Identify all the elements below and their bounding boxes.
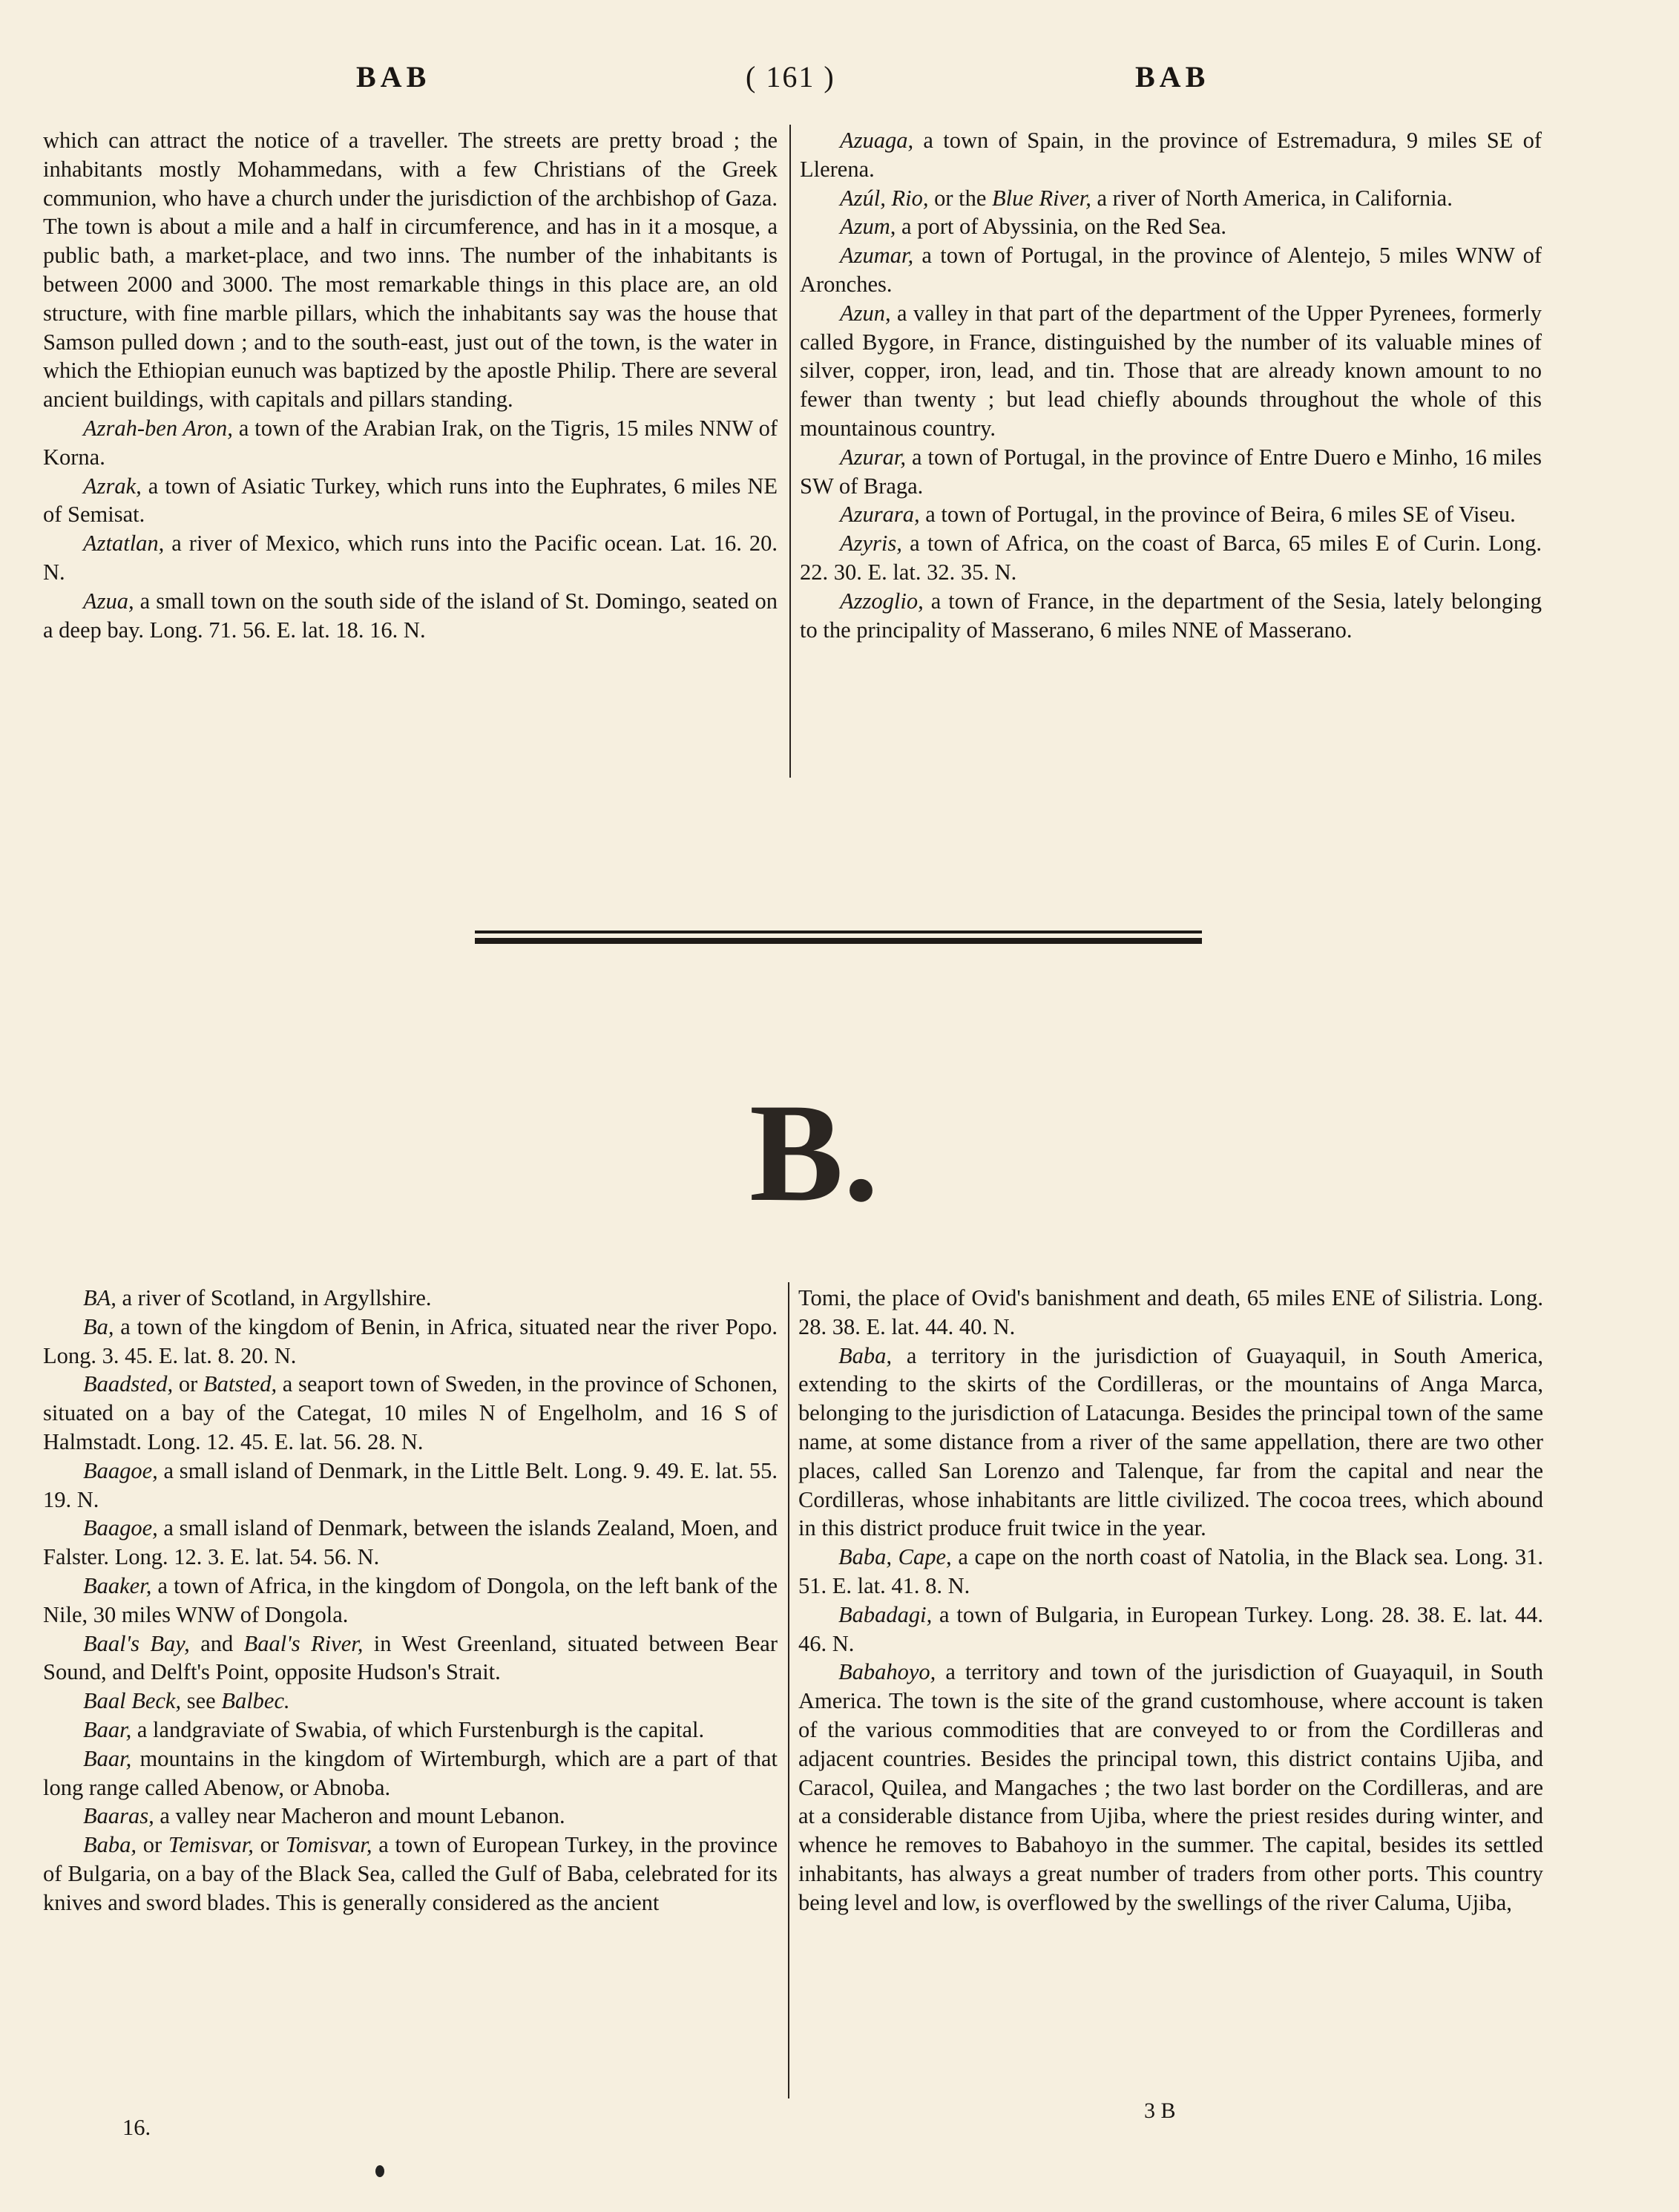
entry-text: a landgraviate of Swabia, of which Furstenburgh is the capital. bbox=[131, 1716, 705, 1742]
entry-text: or bbox=[173, 1371, 203, 1397]
running-head-right: BAB bbox=[1135, 60, 1210, 93]
entry-text: a river of Scotland, in Argyllshire. bbox=[116, 1285, 432, 1310]
entry-headword: Balbec. bbox=[221, 1688, 290, 1714]
entry-paragraph bbox=[43, 1572, 778, 1630]
entry-text: a port of Abyssinia, on the Red Sea. bbox=[896, 214, 1226, 240]
entry-text: or bbox=[253, 1832, 286, 1858]
section-letter: B. bbox=[749, 1075, 879, 1231]
entry-text: a valley near Macheron and mount Lebanon. bbox=[154, 1803, 565, 1829]
entry-headword: Blue River, bbox=[992, 185, 1091, 211]
signature-mark: 3 B bbox=[1144, 2098, 1176, 2123]
entry-headword: Baal's River, bbox=[243, 1630, 364, 1656]
entry-text: a valley in that part of the department of the Upper Pyrenees, formerly called Bygore, in France, distinguished by the number of its valuable mines of silver, copper, iron, lead, and tin. Those that are already known amount to no fewer than twenty ; but lead chiefly abounds throughout the whole of this mountainous country. bbox=[800, 300, 1542, 441]
entry-paragraph bbox=[43, 1802, 778, 1831]
entry-text: a town of Portugal, in the province of Beira, 6 miles SE of Viseu. bbox=[919, 502, 1516, 528]
entry-headword: Baagoe, bbox=[83, 1515, 158, 1541]
entry-headword: Azun, bbox=[840, 300, 891, 326]
entry-paragraph bbox=[43, 1457, 778, 1514]
entry-text: a territory and town of the jurisdiction of Guayaquil, in South America. The town is the site of the grand customhouse, where account is taken of the various commodities that are conveyed to or from the Cordilleras and adjacent countries. Besides the principal town, this district contains Ujiba, and Caracol, Quilea, and Mangaches ; the two last border on the Cordilleras, and are at a considerable distance from Ujiba, where the priest resides during winter, and whence he removes to Babahoyo in the summer. The capital, besides its settled inhabitants, has always a great number of traders from other ports. This country being level and low, is overflowed by the swellings of the river Caluma, Ujiba, bbox=[798, 1659, 1543, 1915]
entry-text: a town of the Arabian Irak, on the Tigris, 15 miles NNW of Korna. bbox=[43, 415, 778, 470]
entry-paragraph bbox=[800, 212, 1542, 241]
entry-paragraph bbox=[798, 1342, 1543, 1543]
entry-paragraph bbox=[798, 1543, 1543, 1601]
entry-text: a town of Portugal, in the province of Alentejo, 5 miles WNW of Aronches. bbox=[800, 243, 1542, 297]
entry-headword: Azyris, bbox=[840, 531, 902, 557]
entry-text: a town of the kingdom of Benin, in Africa, situated near the river Popo. Long. 3. 45. E. lat. 8. 20. N. bbox=[43, 1313, 778, 1368]
entry-paragraph bbox=[800, 529, 1542, 587]
entry-text: or the bbox=[928, 185, 993, 211]
entry-headword: Baar, bbox=[83, 1745, 132, 1771]
entry-headword: Azum, bbox=[840, 214, 896, 240]
entry-paragraph bbox=[43, 1514, 778, 1572]
entry-paragraph bbox=[43, 587, 778, 645]
entry-text: a town of Asiatic Turkey, which runs into the Euphrates, 6 miles NE of Semisat. bbox=[43, 473, 778, 528]
entry-headword: Baaras, bbox=[83, 1803, 154, 1829]
entry-text: or bbox=[137, 1832, 168, 1858]
entry-paragraph bbox=[43, 1687, 778, 1716]
entry-headword: Azúl, Rio, bbox=[840, 185, 929, 211]
section-rule-thin bbox=[475, 931, 1202, 933]
entry-text: a town of European Turkey, in the province of Bulgaria, on a bay of the Black Sea, called the Gulf of Baba, celebrated for its knives and sword blades. This is generally considered as the ancient bbox=[43, 1832, 778, 1915]
entry-paragraph bbox=[43, 126, 778, 414]
entry-headword: Azrah-ben Aron, bbox=[83, 415, 233, 441]
entry-text: a town of Africa, in the kingdom of Dongola, on the left bank of the Nile, 30 miles WNW of Dongola. bbox=[43, 1572, 778, 1627]
entry-headword: Ba, bbox=[83, 1313, 114, 1339]
ink-spot bbox=[375, 2165, 384, 2177]
entry-headword: Babahoyo, bbox=[838, 1659, 936, 1685]
entry-paragraph bbox=[43, 1370, 778, 1456]
entry-paragraph bbox=[798, 1601, 1543, 1658]
entry-paragraph bbox=[43, 472, 778, 530]
entry-text: a territory in the jurisdiction of Guayaquil, in South America, extending to the skirts of the Cordilleras, or the mountains of Anga Marca, belonging to the jurisdiction of Latacunga. Besides the principal town of the same name, at some distance from a river of the same appellation, there are two other places, called San Lorenzo and Talenque, far from the capital and near the Cordilleras, whose inhabitants are little civilized. The cocoa trees, which abound in this district produce fruit twice in the year. bbox=[798, 1342, 1543, 1541]
entry-headword: Babadagi, bbox=[838, 1601, 933, 1627]
entry-paragraph bbox=[43, 529, 778, 587]
entry-headword: Batsted, bbox=[203, 1371, 277, 1397]
entry-headword: Azumar, bbox=[840, 243, 914, 269]
entry-text: a river of North America, in California. bbox=[1091, 185, 1453, 211]
entry-headword: Azzoglio, bbox=[840, 588, 924, 614]
entry-text: a town of Bulgaria, in European Turkey. Long. 28. 38. E. lat. 44. 46. N. bbox=[798, 1601, 1543, 1656]
entry-paragraph bbox=[43, 1630, 778, 1687]
entry-paragraph bbox=[798, 1658, 1543, 1917]
section-rule-thick bbox=[475, 938, 1202, 944]
entry-headword: Baagoe, bbox=[83, 1457, 158, 1483]
entry-text: and bbox=[189, 1630, 244, 1656]
entry-text: a river of Mexico, which runs into the Pacific ocean. Lat. 16. 20. N. bbox=[43, 531, 778, 585]
entry-headword: Azua, bbox=[83, 588, 134, 614]
entry-headword: Baba, bbox=[838, 1342, 893, 1368]
entry-paragraph bbox=[43, 414, 778, 472]
entry-text: Tomi, the place of Ovid's banishment and death, 65 miles ENE of Silistria. Long. 28. 38. E. lat. 44. 40. N. bbox=[798, 1285, 1543, 1339]
column-bottom-right bbox=[798, 1284, 1543, 1917]
entry-headword: BA, bbox=[83, 1285, 116, 1310]
entry-headword: Baal Beck, bbox=[83, 1688, 182, 1714]
entry-paragraph bbox=[800, 241, 1542, 299]
entry-paragraph bbox=[800, 126, 1542, 184]
entry-text: a town of Africa, on the coast of Barca, 65 miles E of Curin. Long. 22. 30. E. lat. 32. 35. N. bbox=[800, 531, 1542, 585]
signature-number: 16. bbox=[122, 2115, 151, 2140]
entry-text: see bbox=[181, 1688, 222, 1714]
entry-paragraph bbox=[800, 500, 1542, 529]
entry-headword: Azurar, bbox=[840, 444, 906, 470]
entry-headword: Aztatlan, bbox=[83, 531, 165, 557]
entry-headword: Baba, Cape, bbox=[838, 1544, 952, 1570]
entry-text: a town of Portugal, in the province of Entre Duero e Minho, 16 miles SW of Braga. bbox=[800, 444, 1542, 499]
entry-text: a town of France, in the department of the Sesia, lately belonging to the principality of Masserano, 6 miles NNE of Masserano. bbox=[800, 588, 1542, 643]
entry-paragraph bbox=[43, 1831, 778, 1917]
entry-paragraph bbox=[43, 1716, 778, 1745]
entry-text: in West Greenland, situated between Bear Sound, and Delft's Point, opposite Hudson's Strait. bbox=[43, 1630, 778, 1685]
entry-headword: Baadsted, bbox=[83, 1371, 174, 1397]
running-head-left: BAB bbox=[356, 60, 431, 93]
entry-headword: Azuaga, bbox=[840, 128, 914, 153]
entry-text: mountains in the kingdom of Wirtemburgh, which are a part of that long range called Abenow, or Abnoba. bbox=[43, 1745, 778, 1800]
entry-headword: Temisvar, bbox=[168, 1832, 254, 1858]
entry-text: a town of Spain, in the province of Estremadura, 9 miles SE of Llerena. bbox=[800, 128, 1542, 182]
entry-paragraph bbox=[800, 443, 1542, 501]
entry-text: a cape on the north coast of Natolia, in the Black sea. Long. 31. 51. E. lat. 41. 8. N. bbox=[798, 1544, 1543, 1598]
column-divider-top bbox=[789, 125, 791, 778]
entry-paragraph bbox=[43, 1284, 778, 1313]
entry-headword: Azurara, bbox=[840, 502, 920, 528]
entry-headword: Tomisvar, bbox=[285, 1832, 372, 1858]
column-top-left bbox=[43, 126, 778, 644]
entry-text: which can attract the notice of a traveller. The streets are pretty broad ; the inhabitants mostly Mohammedans, with a few Christians of the Greek communion, who have a church under the jurisdiction of the archbishop of Gaza. The town is about a mile and a half in circumference, and has in it a mosque, a public bath, a market-place, and two inns. The number of the inhabitants is between 2000 and 3000. The most remarkable things in this place are, an old structure, with fine marble pillars, which the inhabitants say was the house that Samson pulled down ; and to the south-east, just out of the town, is the water in which the Ethiopian eunuch was baptized by the apostle Philip. There are several ancient buildings, with capitals and pillars standing. bbox=[43, 128, 778, 413]
entry-paragraph bbox=[800, 184, 1542, 213]
entry-paragraph bbox=[43, 1313, 778, 1371]
entry-text: a seaport town of Sweden, in the province of Schonen, situated on a bay of the Categat, 10 miles N of Engelholm, and 16 S of Halmstadt. Long. 12. 45. E. lat. 56. 28. N. bbox=[43, 1371, 778, 1454]
entry-headword: Baal's Bay, bbox=[83, 1630, 190, 1656]
entry-headword: Azrak, bbox=[83, 473, 142, 499]
entry-paragraph bbox=[800, 587, 1542, 645]
entry-text: a small island of Denmark, between the islands Zealand, Moen, and Falster. Long. 12. 3. E. lat. 54. 56. N. bbox=[43, 1515, 778, 1570]
entry-headword: Baar, bbox=[83, 1716, 132, 1742]
entry-headword: Baba, bbox=[83, 1832, 137, 1858]
column-top-right bbox=[800, 126, 1542, 644]
entry-paragraph bbox=[798, 1284, 1543, 1342]
page-number: ( 161 ) bbox=[746, 60, 835, 93]
entry-text: a small island of Denmark, in the Little Belt. Long. 9. 49. E. lat. 55. 19. N. bbox=[43, 1457, 778, 1512]
entry-paragraph bbox=[43, 1745, 778, 1802]
column-divider-bottom bbox=[788, 1282, 789, 2098]
column-bottom-left bbox=[43, 1284, 778, 1917]
entry-text: a small town on the south side of the island of St. Domingo, seated on a deep bay. Long. 71. 56. E. lat. 18. 16. N. bbox=[43, 588, 778, 643]
entry-paragraph bbox=[800, 299, 1542, 443]
entry-headword: Baaker, bbox=[83, 1572, 152, 1598]
